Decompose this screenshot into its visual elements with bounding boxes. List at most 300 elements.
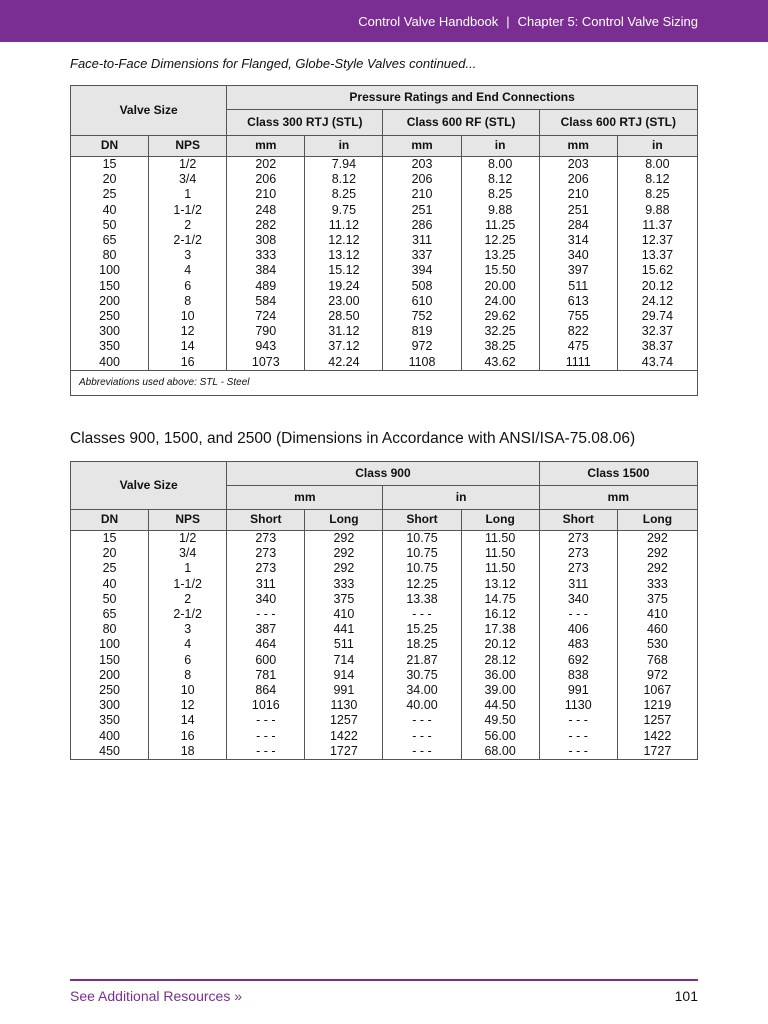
- table-cell: 1/2: [149, 157, 227, 173]
- table-cell: 400: [71, 355, 149, 371]
- table-cell: 387: [227, 622, 305, 637]
- table-cell: 991: [539, 683, 617, 698]
- table-cell: 1/2: [149, 531, 227, 547]
- table-cell: 406: [539, 622, 617, 637]
- table-cell: 464: [227, 637, 305, 652]
- table-cell: 7.94: [305, 157, 383, 173]
- table-cell: 610: [383, 294, 461, 309]
- table-cell: - - -: [539, 744, 617, 760]
- table-cell: 251: [539, 203, 617, 218]
- table-cell: 15.50: [461, 263, 539, 278]
- table-cell: 286: [383, 218, 461, 233]
- table-cell: 44.50: [461, 698, 539, 713]
- table-row: [71, 248, 698, 263]
- table-cell: 1: [149, 187, 227, 202]
- table-cell: 410: [305, 607, 383, 622]
- table-cell: 210: [227, 187, 305, 202]
- table-cell: 972: [617, 668, 697, 683]
- table-cell: 489: [227, 279, 305, 294]
- table-cell: 1257: [305, 713, 383, 728]
- column-header: NPS: [149, 136, 227, 157]
- table-cell: 8.12: [617, 172, 697, 187]
- table-cell: 203: [539, 157, 617, 173]
- table-cell: 292: [617, 531, 697, 547]
- table-cell: 781: [227, 668, 305, 683]
- column-header: mm: [383, 136, 461, 157]
- table-cell: 29.74: [617, 309, 697, 324]
- additional-resources-link[interactable]: See Additional Resources »: [70, 988, 242, 1004]
- table-cell: 10.75: [383, 546, 461, 561]
- table-cell: - - -: [227, 744, 305, 760]
- table-cell: - - -: [383, 713, 461, 728]
- column-header: mm: [227, 136, 305, 157]
- table-cell: 1257: [617, 713, 697, 728]
- table-cell: 8.00: [461, 157, 539, 173]
- table1-caption: Face-to-Face Dimensions for Flanged, Globe-Style Valves continued...: [70, 56, 477, 71]
- table-cell: 340: [539, 248, 617, 263]
- table-cell: 20.12: [461, 637, 539, 652]
- table-row: [71, 653, 698, 668]
- column-header: Long: [461, 510, 539, 531]
- table2: [70, 461, 698, 760]
- table-row: [71, 546, 698, 561]
- table-cell: 25: [71, 187, 149, 202]
- table-cell: 12.25: [383, 577, 461, 592]
- table-cell: 9.88: [617, 203, 697, 218]
- column-header: Short: [539, 510, 617, 531]
- table-cell: 15: [71, 531, 149, 547]
- table-cell: 12.37: [617, 233, 697, 248]
- table-cell: 28.50: [305, 309, 383, 324]
- pressure-ratings-header: Pressure Ratings and End Connections: [227, 86, 698, 110]
- table-cell: 11.50: [461, 561, 539, 576]
- table-cell: 13.37: [617, 248, 697, 263]
- table-cell: 724: [227, 309, 305, 324]
- table-cell: - - -: [539, 729, 617, 744]
- table-cell: - - -: [227, 729, 305, 744]
- table-cell: 8.25: [617, 187, 697, 202]
- page-number: 101: [674, 988, 698, 1004]
- table-cell: 40: [71, 203, 149, 218]
- column-header: mm: [539, 136, 617, 157]
- table-cell: 32.25: [461, 324, 539, 339]
- table1: [70, 85, 698, 396]
- table-cell: 68.00: [461, 744, 539, 760]
- table-cell: 14: [149, 339, 227, 354]
- table-cell: 250: [71, 683, 149, 698]
- table-cell: 410: [617, 607, 697, 622]
- table-cell: 292: [305, 561, 383, 576]
- table-cell: 20: [71, 172, 149, 187]
- table-cell: 284: [539, 218, 617, 233]
- header-book-title: Control Valve Handbook: [358, 13, 499, 29]
- table-cell: 1-1/2: [149, 577, 227, 592]
- table-row: [71, 233, 698, 248]
- table-cell: 292: [617, 561, 697, 576]
- table-cell: - - -: [227, 607, 305, 622]
- table2-body: [71, 531, 698, 760]
- table-cell: 20: [71, 546, 149, 561]
- table-cell: 38.37: [617, 339, 697, 354]
- table-cell: 838: [539, 668, 617, 683]
- table-cell: 943: [227, 339, 305, 354]
- table2-heading: Classes 900, 1500, and 2500 (Dimensions in Accordance with ANSI/ISA-75.08.06): [70, 430, 636, 447]
- table-cell: 3: [149, 248, 227, 263]
- footer-divider: [70, 979, 698, 981]
- table-cell: 10.75: [383, 561, 461, 576]
- table-cell: 350: [71, 339, 149, 354]
- table-cell: - - -: [383, 729, 461, 744]
- table-cell: 49.50: [461, 713, 539, 728]
- table-cell: 1: [149, 561, 227, 576]
- table-row: [71, 203, 698, 218]
- table-cell: 300: [71, 698, 149, 713]
- table-cell: 1130: [539, 698, 617, 713]
- table-row: [71, 531, 698, 547]
- table-cell: 210: [539, 187, 617, 202]
- table-cell: 450: [71, 744, 149, 760]
- table-cell: 991: [305, 683, 383, 698]
- table-cell: 822: [539, 324, 617, 339]
- table-cell: 248: [227, 203, 305, 218]
- table-cell: 15.12: [305, 263, 383, 278]
- table-row: [71, 355, 698, 371]
- table-row: [71, 263, 698, 278]
- column-header: in: [305, 136, 383, 157]
- table-cell: 333: [305, 577, 383, 592]
- table-cell: 10.75: [383, 531, 461, 547]
- table-cell: 2-1/2: [149, 607, 227, 622]
- table-cell: 441: [305, 622, 383, 637]
- table-cell: 39.00: [461, 683, 539, 698]
- table-cell: 13.25: [461, 248, 539, 263]
- table-cell: 34.00: [383, 683, 461, 698]
- class-header: Class 600 RF (STL): [383, 110, 539, 136]
- table-cell: 25: [71, 561, 149, 576]
- table-cell: 790: [227, 324, 305, 339]
- table-cell: 30.75: [383, 668, 461, 683]
- table-cell: 206: [539, 172, 617, 187]
- table-cell: 80: [71, 248, 149, 263]
- table-cell: 508: [383, 279, 461, 294]
- table-cell: 43.74: [617, 355, 697, 371]
- table-cell: 3/4: [149, 172, 227, 187]
- table-cell: 14.75: [461, 592, 539, 607]
- column-header: Long: [305, 510, 383, 531]
- table-cell: 282: [227, 218, 305, 233]
- table-cell: 1108: [383, 355, 461, 371]
- table-cell: 8.12: [305, 172, 383, 187]
- table-cell: 32.37: [617, 324, 697, 339]
- table-cell: 300: [71, 324, 149, 339]
- table-cell: 13.12: [461, 577, 539, 592]
- table-cell: 1130: [305, 698, 383, 713]
- table-cell: 40: [71, 577, 149, 592]
- table-cell: 273: [227, 531, 305, 547]
- table-cell: 150: [71, 653, 149, 668]
- table-cell: 1111: [539, 355, 617, 371]
- table-cell: 768: [617, 653, 697, 668]
- table-cell: 8.25: [461, 187, 539, 202]
- column-header: Short: [383, 510, 461, 531]
- table-cell: 11.37: [617, 218, 697, 233]
- valve-size-header: Valve Size: [71, 86, 227, 136]
- table-row: [71, 187, 698, 202]
- table-row: [71, 668, 698, 683]
- table-row: [71, 637, 698, 652]
- table-cell: 4: [149, 263, 227, 278]
- valve-size-header: Valve Size: [71, 462, 227, 510]
- table-cell: 511: [305, 637, 383, 652]
- table-cell: 2-1/2: [149, 233, 227, 248]
- table-cell: 24.00: [461, 294, 539, 309]
- class-900-header: Class 900: [227, 462, 539, 486]
- table-cell: - - -: [539, 713, 617, 728]
- table-cell: 29.62: [461, 309, 539, 324]
- table-row: [71, 339, 698, 354]
- table-row: [71, 218, 698, 233]
- column-header: Long: [617, 510, 697, 531]
- header-separator: |: [506, 13, 510, 29]
- unit-header: mm: [227, 486, 383, 510]
- table-cell: 3: [149, 622, 227, 637]
- table-cell: 19.24: [305, 279, 383, 294]
- table-cell: 50: [71, 592, 149, 607]
- table-cell: 6: [149, 279, 227, 294]
- table-cell: 530: [617, 637, 697, 652]
- table-cell: 9.88: [461, 203, 539, 218]
- table-cell: 333: [617, 577, 697, 592]
- table-cell: 8: [149, 294, 227, 309]
- table-cell: 692: [539, 653, 617, 668]
- column-header: in: [461, 136, 539, 157]
- table-cell: 273: [539, 546, 617, 561]
- column-header: NPS: [149, 510, 227, 531]
- table-cell: 2: [149, 218, 227, 233]
- table1-body: [71, 157, 698, 371]
- table-cell: 37.12: [305, 339, 383, 354]
- page-header-bar: [0, 0, 768, 42]
- table-cell: 250: [71, 309, 149, 324]
- table-cell: 384: [227, 263, 305, 278]
- table-cell: 8.12: [461, 172, 539, 187]
- table-cell: 150: [71, 279, 149, 294]
- table-cell: 273: [227, 561, 305, 576]
- table-cell: 12.25: [461, 233, 539, 248]
- table-cell: 21.87: [383, 653, 461, 668]
- table-cell: 23.00: [305, 294, 383, 309]
- table-cell: 714: [305, 653, 383, 668]
- table-cell: 1727: [305, 744, 383, 760]
- table-cell: 1067: [617, 683, 697, 698]
- table-cell: 311: [539, 577, 617, 592]
- table-cell: 864: [227, 683, 305, 698]
- table-cell: 12.12: [305, 233, 383, 248]
- table-cell: 460: [617, 622, 697, 637]
- table-cell: 16.12: [461, 607, 539, 622]
- table-cell: 20.12: [617, 279, 697, 294]
- table-cell: 50: [71, 218, 149, 233]
- table-cell: 8: [149, 668, 227, 683]
- table-cell: 18: [149, 744, 227, 760]
- table-cell: 584: [227, 294, 305, 309]
- table-cell: 80: [71, 622, 149, 637]
- table-cell: 10: [149, 683, 227, 698]
- table-row: [71, 577, 698, 592]
- table-cell: 42.24: [305, 355, 383, 371]
- table-row: [71, 713, 698, 728]
- column-header: Short: [227, 510, 305, 531]
- table-cell: 308: [227, 233, 305, 248]
- table-cell: 9.75: [305, 203, 383, 218]
- table-cell: 394: [383, 263, 461, 278]
- table-cell: 397: [539, 263, 617, 278]
- table-cell: 8.25: [305, 187, 383, 202]
- table-cell: 4: [149, 637, 227, 652]
- table-cell: 251: [383, 203, 461, 218]
- table-cell: 1422: [305, 729, 383, 744]
- table-cell: 43.62: [461, 355, 539, 371]
- class-1500-header: Class 1500: [539, 462, 697, 486]
- table-cell: 8.00: [617, 157, 697, 173]
- table-cell: 1016: [227, 698, 305, 713]
- table-cell: - - -: [383, 607, 461, 622]
- table-cell: 333: [227, 248, 305, 263]
- table-cell: 311: [383, 233, 461, 248]
- table-row: [71, 729, 698, 744]
- table-row: [71, 683, 698, 698]
- table-cell: 65: [71, 233, 149, 248]
- table-cell: 11.50: [461, 531, 539, 547]
- table-cell: 65: [71, 607, 149, 622]
- table-cell: 1-1/2: [149, 203, 227, 218]
- table-cell: 1219: [617, 698, 697, 713]
- column-header: DN: [71, 136, 149, 157]
- table-cell: 203: [383, 157, 461, 173]
- table-cell: 206: [383, 172, 461, 187]
- table-cell: 11.25: [461, 218, 539, 233]
- table-cell: 202: [227, 157, 305, 173]
- table-cell: 1422: [617, 729, 697, 744]
- table-cell: 210: [383, 187, 461, 202]
- table-cell: 819: [383, 324, 461, 339]
- table-cell: 12: [149, 324, 227, 339]
- table-row: [71, 744, 698, 760]
- table-cell: 311: [227, 577, 305, 592]
- class-header: Class 300 RTJ (STL): [227, 110, 383, 136]
- table-cell: 11.12: [305, 218, 383, 233]
- column-header: in: [617, 136, 697, 157]
- table1-footnote: Abbreviations used above: STL - Steel: [71, 370, 698, 395]
- table-row: [71, 309, 698, 324]
- table-cell: 273: [539, 531, 617, 547]
- table-cell: 752: [383, 309, 461, 324]
- unit-header: mm: [539, 486, 697, 510]
- table-cell: 1073: [227, 355, 305, 371]
- table-cell: 483: [539, 637, 617, 652]
- table-cell: 17.38: [461, 622, 539, 637]
- header-chapter-title: Chapter 5: Control Valve Sizing: [517, 13, 698, 29]
- table-cell: - - -: [383, 744, 461, 760]
- table-row: [71, 172, 698, 187]
- table-row: [71, 324, 698, 339]
- table-cell: 914: [305, 668, 383, 683]
- table-row: [71, 561, 698, 576]
- table-cell: 292: [617, 546, 697, 561]
- table-cell: 13.38: [383, 592, 461, 607]
- table-cell: 375: [617, 592, 697, 607]
- table-cell: 200: [71, 668, 149, 683]
- table-cell: - - -: [227, 713, 305, 728]
- table-cell: 511: [539, 279, 617, 294]
- unit-header: in: [383, 486, 539, 510]
- class-header: Class 600 RTJ (STL): [539, 110, 697, 136]
- table-cell: 2: [149, 592, 227, 607]
- table-cell: 100: [71, 637, 149, 652]
- table-cell: 31.12: [305, 324, 383, 339]
- table-cell: 6: [149, 653, 227, 668]
- table-cell: - - -: [539, 607, 617, 622]
- table-row: [71, 294, 698, 309]
- table-cell: 16: [149, 355, 227, 371]
- table-cell: 28.12: [461, 653, 539, 668]
- table-cell: 15.25: [383, 622, 461, 637]
- table-row: [71, 622, 698, 637]
- table-cell: 11.50: [461, 546, 539, 561]
- table-cell: 375: [305, 592, 383, 607]
- table-cell: 475: [539, 339, 617, 354]
- table-cell: 600: [227, 653, 305, 668]
- table-cell: 40.00: [383, 698, 461, 713]
- table-row: [71, 698, 698, 713]
- table-cell: 314: [539, 233, 617, 248]
- table-cell: 56.00: [461, 729, 539, 744]
- table-cell: 20.00: [461, 279, 539, 294]
- table-cell: 755: [539, 309, 617, 324]
- table-cell: 206: [227, 172, 305, 187]
- table-cell: 10: [149, 309, 227, 324]
- table-row: [71, 279, 698, 294]
- table-cell: 14: [149, 713, 227, 728]
- table-cell: 18.25: [383, 637, 461, 652]
- table-cell: 972: [383, 339, 461, 354]
- table-cell: 273: [539, 561, 617, 576]
- table-cell: 38.25: [461, 339, 539, 354]
- table-row: [71, 592, 698, 607]
- table-cell: 292: [305, 531, 383, 547]
- table-row: [71, 607, 698, 622]
- table-cell: 292: [305, 546, 383, 561]
- table-cell: 3/4: [149, 546, 227, 561]
- table-cell: 12: [149, 698, 227, 713]
- table-cell: 273: [227, 546, 305, 561]
- table-cell: 350: [71, 713, 149, 728]
- table-cell: 15: [71, 157, 149, 173]
- column-header: DN: [71, 510, 149, 531]
- table-cell: 613: [539, 294, 617, 309]
- table-cell: 13.12: [305, 248, 383, 263]
- table-row: [71, 157, 698, 173]
- table-cell: 340: [539, 592, 617, 607]
- table-cell: 100: [71, 263, 149, 278]
- table-cell: 340: [227, 592, 305, 607]
- table-cell: 200: [71, 294, 149, 309]
- table-cell: 1727: [617, 744, 697, 760]
- table-cell: 24.12: [617, 294, 697, 309]
- table-cell: 36.00: [461, 668, 539, 683]
- table-cell: 15.62: [617, 263, 697, 278]
- table-cell: 400: [71, 729, 149, 744]
